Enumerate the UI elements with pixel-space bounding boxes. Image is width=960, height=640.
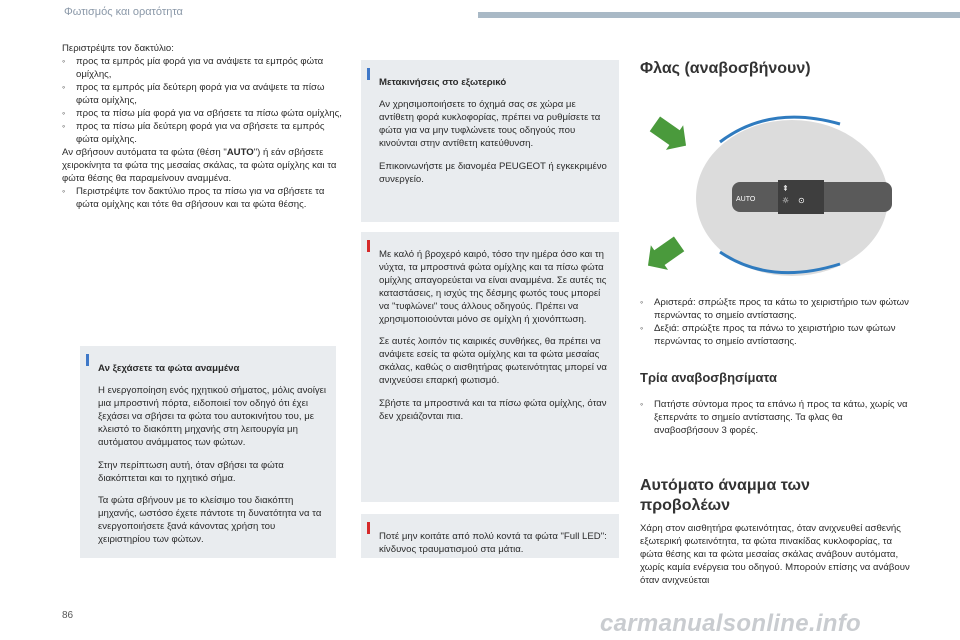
stalk-illustration [640, 100, 902, 280]
list-item: ◦ Πατήστε σύντομα προς τα επάνω ή προς τα κάτω, χωρίς να ξεπερνάτε το σημείο αντίστασης. Τα φλας θα αναβοσβήσουν 3 φορές. [640, 399, 908, 436]
list-item: ◦ Αριστερά: σπρώξτε προς τα κάτω το χειριστήριο των φώτων περνώντας το σημείο αντίστασης. [640, 297, 909, 321]
auto-lights-text: Χάρη στον αισθητήρα φωτεινότητας, όταν ανιχνευθεί ασθενής εξωτερική φωτεινότητα, τα φώτα πινακίδας κυκλοφορίας, τα φώτα θέσης και τα φώτα μεσαίας σκάλας ανάβουν αυτόματα, χωρίς καμία ενέργεια του οδηγού. Μπορούν επίσης να ανάβουν όταν ανιχνεύεται [640, 523, 910, 586]
flash-bullets [640, 296, 910, 348]
info-icon [86, 354, 89, 366]
page-number: 86 [62, 610, 74, 621]
stalk-label: ☼ [782, 196, 790, 205]
warning-icon [367, 240, 370, 252]
info-box-travel-abroad: Μετακινήσεις στο εξωτερικό Αν χρησιμοποιήσετε το όχημά σας σε χώρα με αντίθετη φορά κυκλοφορίας, πρέπει να ρυθμίσετε τα φώτα για να μην τυφλώνετε τους οδηγούς που κινούνται στην αντίθετη κατεύθυνση. Επικοινωνήστε με διανομέα PEUGEOT ή εγκεκριμένο συνεργείο. [361, 60, 619, 222]
list-item: ◦ προς τα εμπρός μία δεύτερη φορά για να ανάψετε τα πίσω φώτα ομίχλης, [62, 82, 325, 106]
info-box-title: Μετακινήσεις στο εξωτερικό [379, 76, 507, 88]
info-box-forgotten-lights: Αν ξεχάσετε τα φώτα αναμμένα Η ενεργοποίηση ενός ηχητικού σήματος, μόλις ανοίγει μια μπροστινή πόρτα, ειδοποιεί τον οδηγό ότι έχει ξεχάσει να σβήσει τα φώτα του αυτοκινήτου του, με κλειστό το διακόπτη μηχανής στη λειτουργία μη αυτόματου ανάμματος των φώτων. Στην περίπτωση αυτή, όταν σβήσει τα φώτα διακόπτεται και το ηχητικό σήμα. Τα φώτα σβήνουν με το κλείσιμο του διακόπτη μηχανής, ωστόσο έχετε πάντοτε τη δυνατότητα να τα ενεργοποιήσετε ξανά κάνοντας χρήση του χειριστηρίου των φώτων. [80, 346, 336, 558]
three-flash-text [640, 398, 910, 437]
section-title: Φωτισμός και ορατότητα [64, 6, 183, 18]
intro-text: Περιστρέψτε τον δακτύλιο: [62, 43, 174, 54]
info-box-title: Αν ξεχάσετε τα φώτα αναμμένα [98, 362, 240, 374]
list-item: ◦ Δεξιά: σπρώξτε προς τα πάνω το χειριστήριο των φώτων περνώντας το σημείο αντίστασης. [640, 323, 896, 347]
stalk-label: ⊙ [798, 196, 805, 205]
list-item: ◦ προς τα εμπρός μία φορά για να ανάψετε τα εμπρός φώτα ομίχλης, [62, 56, 324, 80]
stalk-label: ⇞ [782, 184, 789, 193]
fog-lights-column [62, 42, 342, 211]
warning-box-led: Ποτέ μην κοιτάτε από πολύ κοντά τα φώτα "Full LED": κίνδυνος τραυματισμού στα μάτια. [361, 514, 619, 558]
auto-paragraph: Αν σβήσουν αυτόματα τα φώτα (θέση "AUTO") ή εάν σβήσετε χειροκίνητα τα φώτα της μεσαίας σκάλας, τα φώτα ομίχλης και τα φώτα θέσης θα παραμείνουν αναμμένα. [62, 147, 337, 184]
auto-lights-heading: Αυτόματο άναμμα των προβολέων [640, 477, 810, 514]
watermark: carmanualsonline.info [600, 610, 862, 637]
three-flash-heading: Τρία αναβοσβησίματα [640, 370, 777, 385]
info-icon [367, 68, 370, 80]
list-item: ◦ Περιστρέψτε τον δακτύλιο προς τα πίσω για να σβήσετε τα φώτα ομίχλης και τότε θα σβήσουν και τα φώτα θέσης. [62, 186, 325, 210]
header-bar [478, 12, 960, 18]
stalk-label: AUTO [736, 196, 756, 203]
list-item: ◦ προς τα πίσω μία φορά για να σβήσετε τα πίσω φώτα ομίχλης, [62, 108, 342, 119]
warning-box-weather: Με καλό ή βροχερό καιρό, τόσο την ημέρα όσο και τη νύχτα, τα μπροστινά φώτα ομίχλης και τα πίσω φώτα ομίχλης απαγορεύεται να είναι αναμμένα. Σε αυτές τις καταστάσεις, η ισχύς της δέσμης φωτός τους μπορεί να "τυφλώνει" τους άλλους οδηγούς. Πρέπει να χρησιμοποιούνται μόνο σε ομίχλη ή χιονόπτωση. Σε αυτές λοιπόν τις καιρικές συνθήκες, θα πρέπει να ανάψετε εσείς τα φώτα ομίχλης και τα φώτα μεσαίας σκάλας, καθώς ο αισθητήρας φωτεινότητας μπορεί να ανιχνεύσει επαρκή φωτισμό. Σβήστε τα μπροστινά και τα πίσω φώτα ομίχλης, όταν δεν χρειάζονται πια. [361, 232, 619, 502]
warning-icon [367, 522, 370, 534]
list-item: ◦ προς τα πίσω μία δεύτερη φορά για να σβήσετε τα εμπρός φώτα ομίχλης. [62, 121, 325, 145]
flash-heading: Φλας (αναβοσβήνουν) [640, 60, 811, 77]
